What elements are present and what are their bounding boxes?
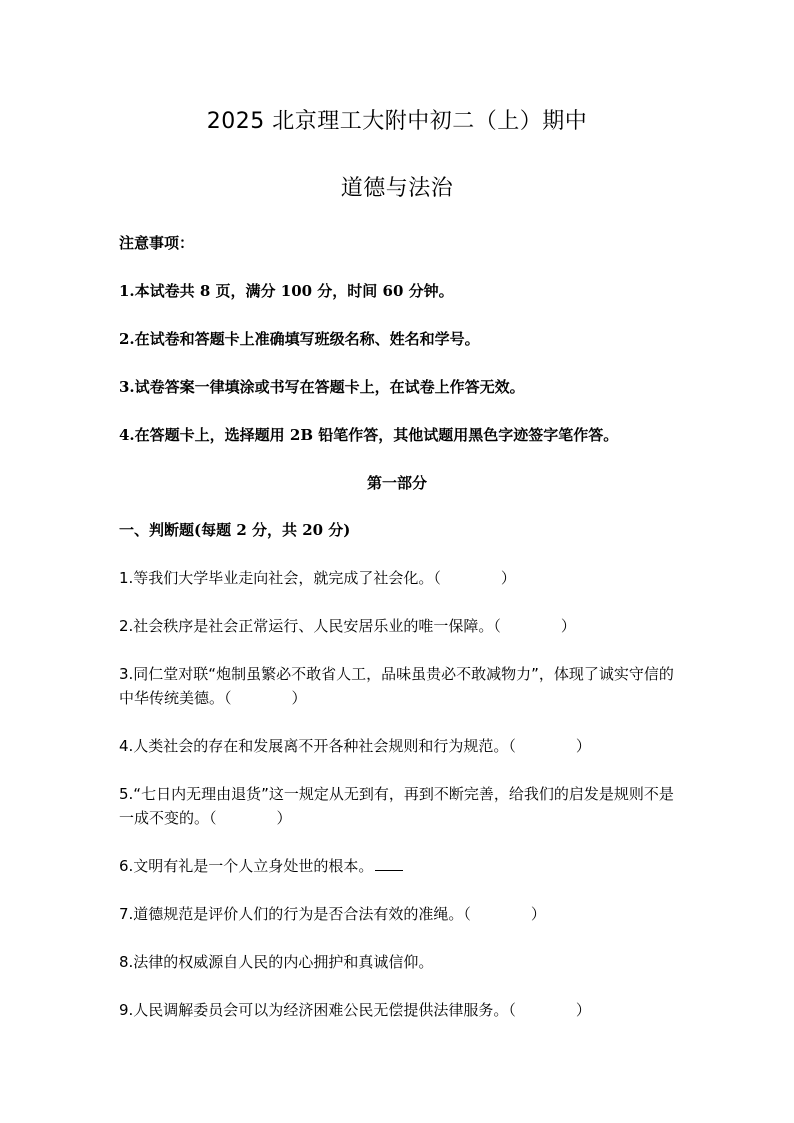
part-title: 第一部分: [366, 474, 427, 492]
question-8: 8.法律的权威源自人民的内心拥护和真诚信仰。: [119, 953, 434, 971]
question-4: 4.人类社会的存在和发展离不开各种社会规则和行为规范。（ ）: [119, 737, 591, 755]
note-item-2: 2.在试卷和答题卡上准确填写班级名称、姓名和学号。: [119, 330, 480, 348]
question-2: 2.社会秩序是社会正常运行、人民安居乐业的唯一保障。（ ）: [119, 617, 576, 635]
note-item-4: 4.在答题卡上，选择题用 2B 铅笔作答，其他试题用黑色字迹签字笔作答。: [119, 426, 619, 444]
question-6-text: 6.文明有礼是一个人立身处世的根本。: [119, 857, 374, 875]
note-item-3: 3.试卷答案一律填涂或书写在答题卡上，在试卷上作答无效。: [119, 378, 525, 396]
note-item-1: 1.本试卷共 8 页，满分 100 分，时间 60 分钟。: [119, 282, 454, 300]
question-3: 3.同仁堂对联“炮制虽繁必不敢省人工，品味虽贵必不敢减物力”，体现了诚实守信的中华传统美德。（ ）: [119, 665, 674, 707]
subject-title: 道德与法治: [340, 176, 454, 201]
exam-title: 2025 北京理工大附中初二（上）期中: [206, 109, 588, 134]
notes-heading: 注意事项：: [119, 234, 195, 252]
question-5: 5.“七日内无理由退货”这一规定从无到有，再到不断完善，给我们的启发是规则不是一成不变的。（ ）: [119, 785, 674, 827]
section-title: 一、判断题(每题 2 分，共 20 分): [119, 521, 351, 539]
question-1: 1.等我们大学毕业走向社会，就完成了社会化。（ ）: [119, 569, 516, 587]
answer-blank: [375, 856, 403, 871]
question-7: 7.道德规范是评价人们的行为是否合法有效的准绳。（ ）: [119, 905, 546, 923]
question-9: 9.人民调解委员会可以为经济困难公民无偿提供法律服务。（ ）: [119, 1001, 591, 1019]
question-6: [119, 854, 679, 878]
